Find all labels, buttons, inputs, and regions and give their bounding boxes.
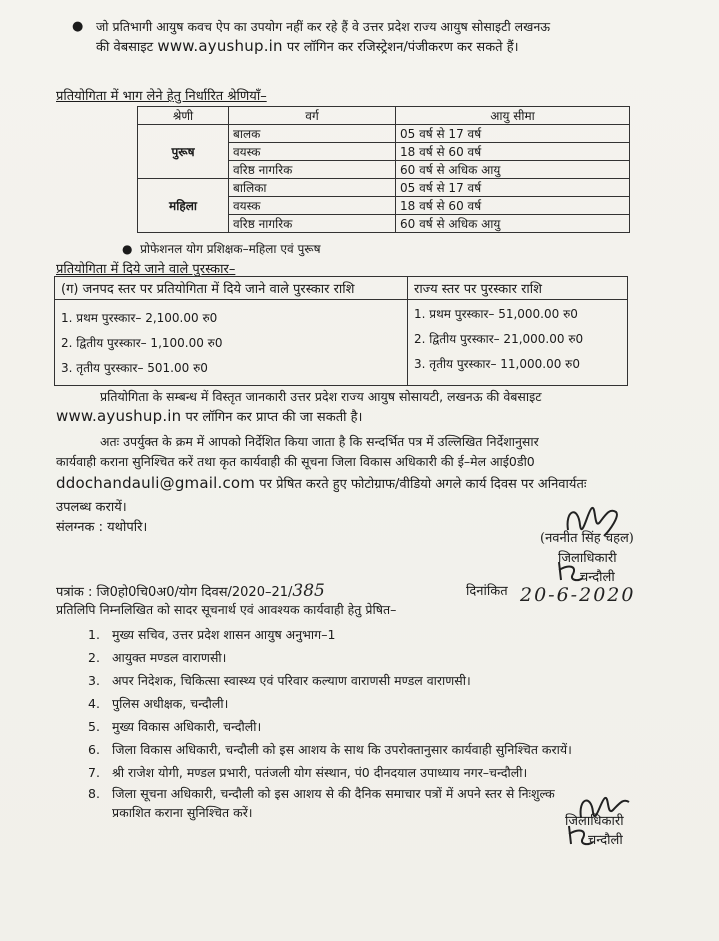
age-cell: 05 वर्ष से 17 वर्ष bbox=[396, 125, 630, 143]
class-cell: बालक bbox=[229, 125, 396, 143]
district-prize-3: 3. तृतीय पुरस्कार– 501.00 रु0 bbox=[61, 361, 208, 375]
header-category: श्रेणी bbox=[138, 107, 229, 125]
prizes-heading: प्रतियोगिता में दिये जाने वाले पुरस्कार– bbox=[56, 262, 236, 277]
bullet-line2-post: पर लॉगिन कर रजिस्ट्रेशन/पंजीकरण कर सकते हैं। bbox=[286, 40, 519, 55]
signatory-designation-2: जिलाधिकारी bbox=[565, 814, 624, 829]
age-cell: 18 वर्ष से 60 वर्ष bbox=[396, 197, 630, 215]
state-prize-1: 1. प्रथम पुरस्कार– 51,000.00 रु0 bbox=[414, 307, 578, 321]
district-prize-2: 2. द्वितीय पुरस्कार– 1,100.00 रु0 bbox=[61, 336, 223, 350]
state-prize-2: 2. द्वितीय पुरस्कार– 21,000.00 रु0 bbox=[414, 332, 584, 346]
class-cell: वयस्क bbox=[229, 197, 396, 215]
list-item: 5. मुख्य विकास अधिकारी, चन्दौली। bbox=[88, 719, 262, 734]
ayush-url-link[interactable]: www.ayushup.in bbox=[157, 37, 283, 55]
list-item: 3. अपर निदेशक, चिकित्सा स्वास्थ्य एवं परिवार कल्याण वाराणसी मण्डल वाराणसी। bbox=[88, 673, 471, 688]
table-row bbox=[138, 125, 630, 143]
class-cell: बालिका bbox=[229, 179, 396, 197]
direction-line4: उपलब्ध करायें। bbox=[56, 500, 127, 515]
date-label: दिनांकित bbox=[466, 584, 508, 599]
signatory-name: (नवनीत सिंह चहल) bbox=[540, 531, 634, 546]
list-item: 4. पुलिस अधीक्षक, चन्दौली। bbox=[88, 696, 229, 711]
professional-note bbox=[122, 240, 321, 257]
district-prize-cell bbox=[55, 300, 408, 386]
class-cell: वरिष्ठ नागरिक bbox=[229, 215, 396, 233]
bullet-line1: जो प्रतिभागी आयुष कवच ऐप का उपयोग नहीं कर रहे हैं वे उत्तर प्रदेश राज्य आयुष सोसाइटी लखनऊ bbox=[96, 19, 551, 34]
info-line2-post: पर लॉगिन कर प्राप्त की जा सकती है। bbox=[185, 410, 363, 425]
age-cell: 60 वर्ष से अधिक आयु bbox=[396, 215, 630, 233]
date-value: 20-6-2020 bbox=[520, 584, 636, 606]
list-item: 8. जिला सूचना अधिकारी, चन्दौली को इस आशय से की दैनिक समाचार पत्रों में अपने स्तर से निःशुल्क bbox=[88, 786, 555, 801]
prize-table bbox=[54, 276, 628, 386]
reference-number: 385 bbox=[292, 581, 325, 601]
list-item: 6. जिला विकास अधिकारी, चन्दौली को इस आशय के साथ कि उपरोक्तानुसार कार्यवाही सुनिश्चित करायें। bbox=[88, 742, 572, 757]
categories-heading: प्रतियोगिता में भाग लेने हेतु निर्धारित श्रेणियाँ– bbox=[56, 89, 267, 104]
header-age-limit: आयु सीमा bbox=[396, 107, 630, 125]
direction-line3 bbox=[56, 474, 586, 492]
table-header-row bbox=[138, 107, 630, 125]
reference-label: पत्रांक : जि0हो0चि0अ0/योग दिवस/2020–21/ bbox=[56, 585, 293, 600]
state-prize-3: 3. तृतीय पुरस्कार– 11,000.00 रु0 bbox=[414, 357, 580, 371]
age-cell: 60 वर्ष से अधिक आयु bbox=[396, 161, 630, 179]
copy-intro: प्रतिलिपि निम्नलिखित को सादर सूचनार्थ एवं आवश्यक कार्यवाही हेतु प्रेषित– bbox=[56, 602, 397, 617]
ayush-url-link-2[interactable]: www.ayushup.in bbox=[56, 407, 182, 425]
note-text: प्रोफेशनल योग प्रशिक्षक–महिला एवं पुरूष bbox=[140, 242, 321, 256]
group-male: पुरूष bbox=[138, 125, 229, 179]
district-prize-header: (ग) जनपद स्तर पर प्रतियोगिता में दिये जाने वाले पुरस्कार राशि bbox=[55, 277, 408, 300]
age-cell: 18 वर्ष से 60 वर्ष bbox=[396, 143, 630, 161]
note-bullet: ● bbox=[122, 242, 141, 256]
initial-scribble-1 bbox=[555, 558, 585, 584]
class-cell: वयस्क bbox=[229, 143, 396, 161]
list-item: 2. आयुक्त मण्डल वाराणसी। bbox=[88, 650, 227, 665]
direction-line1: अतः उपर्युक्त के क्रम में आपको निर्देशित किया जाता है कि सन्दर्भित पत्र में उल्लिखित निर्देशानुसार bbox=[100, 434, 539, 449]
category-table bbox=[137, 106, 630, 233]
header-class: वर्ग bbox=[229, 107, 396, 125]
prize-header-row bbox=[55, 277, 628, 300]
signatory-place-2: चन्दौली bbox=[588, 833, 623, 848]
reference-line bbox=[56, 581, 325, 601]
class-cell: वरिष्ठ नागरिक bbox=[229, 161, 396, 179]
age-cell: 05 वर्ष से 17 वर्ष bbox=[396, 179, 630, 197]
district-prize-1: 1. प्रथम पुरस्कार– 2,100.00 रु0 bbox=[61, 311, 218, 325]
state-prize-header: राज्य स्तर पर पुरस्कार राशि bbox=[408, 277, 628, 300]
state-prize-cell bbox=[408, 300, 628, 386]
initial-scribble-2 bbox=[565, 822, 595, 848]
direction-line2: कार्यवाही कराना सुनिश्चित करें तथा कृत कार्यवाही की सूचना जिला विकास अधिकारी की ई–मेल आई0डी0 bbox=[56, 454, 535, 469]
signatory-designation: जिलाधिकारी bbox=[558, 551, 617, 566]
bullet-line2 bbox=[96, 37, 519, 55]
signatory-place: चन्दौली bbox=[580, 570, 615, 585]
list-item: 1. मुख्य सचिव, उत्तर प्रदेश शासन आयुष अनुभाग–1 bbox=[88, 627, 336, 642]
group-female: महिला bbox=[138, 179, 229, 233]
info-line2 bbox=[56, 407, 362, 425]
enclosure-line: संलग्नक : यथोपरि। bbox=[56, 520, 148, 535]
list-item: प्रकाशित कराना सुनिश्चित करें। bbox=[112, 805, 253, 820]
direction-line3-post: पर प्रेषित करते हुए फोटोग्राफ/वीडियो अगले कार्य दिवस पर अनिवार्यतः bbox=[259, 477, 587, 492]
table-row bbox=[138, 179, 630, 197]
list-item: 7. श्री राजेश योगी, मण्डल प्रभारी, पतंजली योग संस्थान, पं0 दीनदयाल उपाध्याय नगर–चन्दौली। bbox=[88, 765, 528, 780]
email-link[interactable]: ddochandauli@gmail.com bbox=[56, 474, 256, 492]
info-line1: प्रतियोगिता के सम्बन्ध में विस्तृत जानकारी उत्तर प्रदेश राज्य आयुष सोसायटी, लखनऊ की वेबसाइट bbox=[100, 389, 542, 404]
copy-list bbox=[88, 623, 572, 822]
prize-body-row bbox=[55, 300, 628, 386]
bullet-line2-pre: की वेबसाइट bbox=[96, 40, 154, 55]
bullet-dot: ● bbox=[72, 19, 84, 34]
